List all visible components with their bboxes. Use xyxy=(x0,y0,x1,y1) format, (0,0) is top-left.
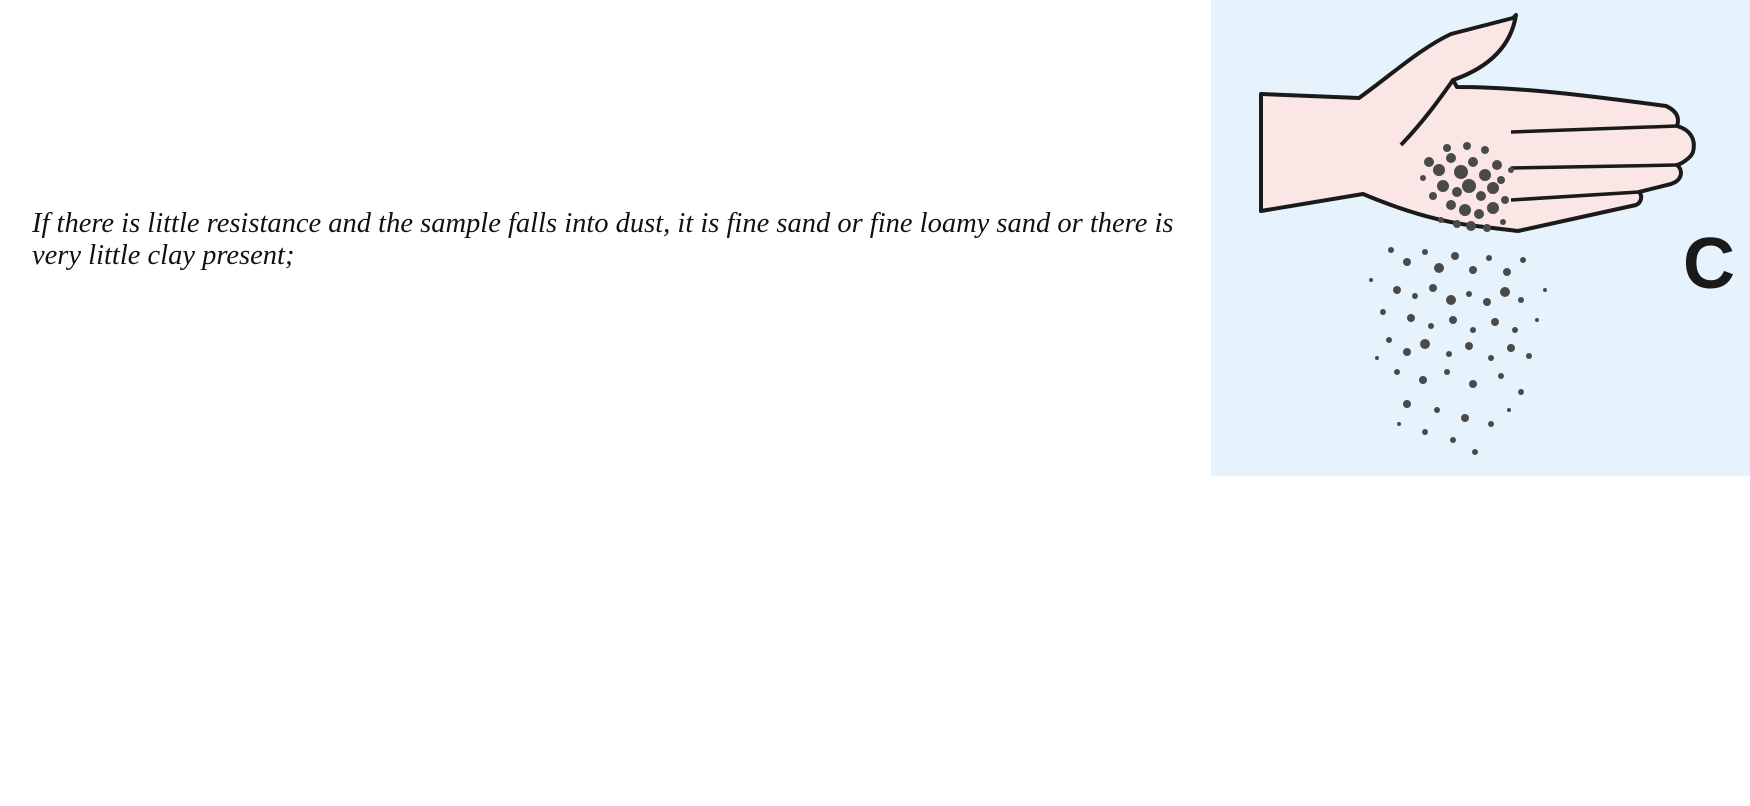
instruction-paragraph: If there is little resistance and the sample falls into dust, it is fine sand or fine loamy sand or there is very little clay present; xyxy=(32,208,1174,271)
hand-sand-illustration xyxy=(1211,0,1750,476)
figure-label: C xyxy=(1683,224,1735,304)
sand-particles-falling xyxy=(1369,247,1547,455)
hand-illustration-svg xyxy=(1211,0,1750,476)
